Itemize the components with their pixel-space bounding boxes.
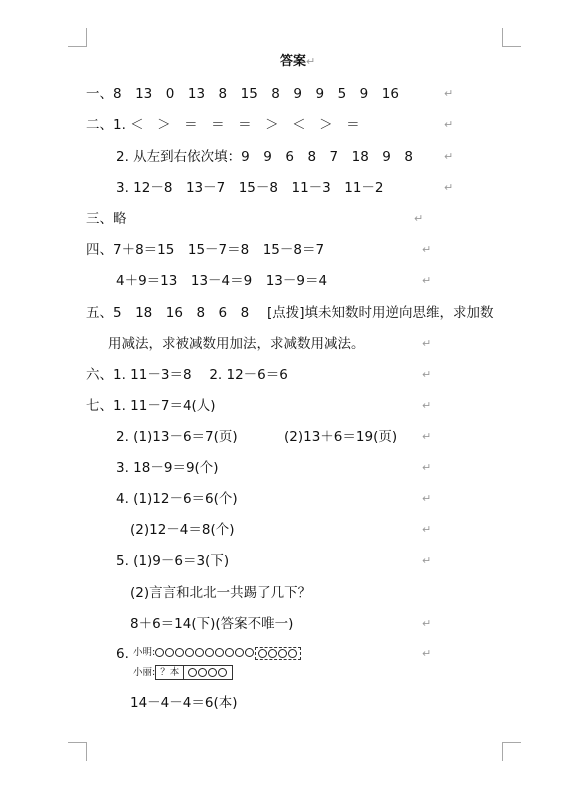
crop-mark-bottom-left <box>68 742 87 761</box>
paragraph-mark: ↵ <box>444 87 454 100</box>
answer-line-4: 四、7＋8＝15 15－7＝8 15－8＝7 <box>86 242 325 258</box>
circle-mark <box>155 648 164 657</box>
circle-mark <box>175 648 184 657</box>
xiaoming-circles <box>155 646 255 660</box>
answer-line-7-5-2: (2)言言和北北一共踢了几下？ <box>130 585 312 601</box>
circle-mark <box>208 668 217 677</box>
circle-mark <box>268 649 277 658</box>
answer-line-7-5-3: 8＋6＝14(下)(答案不唯一) <box>130 616 294 632</box>
circle-mark <box>198 668 207 677</box>
circle-mark <box>225 648 234 657</box>
document-title: 答案↵ <box>280 54 316 69</box>
xiaoli-label: 小丽: <box>133 666 156 678</box>
answer-line-5-cont: 用减法，求被减数用加法，求减数用减法。 <box>108 336 365 352</box>
paragraph-mark: ↵ <box>422 554 432 567</box>
paragraph-mark: ↵ <box>422 523 432 536</box>
xiaoli-unknown-cell: ？本 <box>160 666 180 678</box>
answer-line-7-2a: 2. (1)13－6＝7(页) <box>116 429 238 445</box>
circle-mark <box>185 648 194 657</box>
paragraph-mark: ↵ <box>422 430 432 443</box>
answer-line-2-2: 2. 从左到右依次填：9 9 6 8 7 18 9 8 <box>116 149 413 165</box>
answer-line-7-6-2: 14－4－4＝6(本) <box>130 695 238 711</box>
circle-mark <box>258 649 267 658</box>
circle-mark <box>195 648 204 657</box>
answer-line-7-3: 3. 18－9＝9(个) <box>116 460 219 476</box>
xiaoli-box <box>155 665 233 680</box>
answer-line-7-6: 6. <box>116 646 129 662</box>
paragraph-mark: ↵ <box>422 337 432 350</box>
crop-mark-bottom-right <box>502 742 521 761</box>
circle-mark <box>215 648 224 657</box>
xiaoming-label: 小明: <box>133 647 156 658</box>
answer-line-3: 三、略 <box>86 211 127 227</box>
paragraph-mark: ↵ <box>422 243 432 256</box>
paragraph-mark: ↵ <box>422 461 432 474</box>
paragraph-mark: ↵ <box>444 181 454 194</box>
answer-line-1: 一、8 13 0 13 8 15 8 9 9 5 9 16 <box>86 86 399 102</box>
xiaoming-dashed-group <box>255 647 301 660</box>
paragraph-mark: ↵ <box>422 647 432 660</box>
paragraph-mark: ↵ <box>422 492 432 505</box>
paragraph-mark: ↵ <box>422 368 432 381</box>
circle-mark <box>188 668 197 677</box>
paragraph-mark: ↵ <box>414 212 424 225</box>
crop-mark-top-left <box>68 28 87 47</box>
circle-mark <box>205 648 214 657</box>
paragraph-mark: ↵ <box>422 274 432 287</box>
paragraph-mark: ↵ <box>444 118 454 131</box>
answer-line-5: 五、5 18 16 8 6 8 [点拨]填未知数时用逆向思维，求加数 <box>86 305 494 321</box>
paragraph-mark: ↵ <box>444 150 454 163</box>
answer-line-4-2: 4＋9＝13 13－4＝9 13－9＝4 <box>116 273 328 289</box>
circle-mark <box>165 648 174 657</box>
answer-line-2-3: 3. 12－8 13－7 15－8 11－3 11－2 <box>116 180 384 196</box>
answer-line-2: 二、1. ＜ ＞ ＝ ＝ ＝ ＞ ＜ ＞ ＝ <box>86 117 360 133</box>
answer-line-7-4-2: (2)12－4＝8(个) <box>130 522 235 538</box>
crop-mark-top-right <box>502 28 521 47</box>
answer-line-6: 六、1. 11－3＝8 2. 12－6＝6 <box>86 367 288 383</box>
xiaoli-row <box>133 665 233 680</box>
xiaoli-circles <box>183 666 232 679</box>
paragraph-mark: ↵ <box>422 399 432 412</box>
answer-line-7-4: 4. (1)12－6＝6(个) <box>116 491 238 507</box>
xiaoming-row <box>133 646 301 660</box>
circle-mark <box>278 649 287 658</box>
circle-mark <box>235 648 244 657</box>
circle-mark <box>218 668 227 677</box>
paragraph-mark: ↵ <box>422 617 432 630</box>
answer-line-7-5: 5. (1)9－6＝3(下) <box>116 553 230 569</box>
answer-line-7-1: 七、1. 11－7＝4(人) <box>86 398 216 414</box>
circle-mark <box>245 648 254 657</box>
circle-mark <box>288 649 297 658</box>
answer-line-7-2b: (2)13＋6＝19(页) <box>284 429 398 445</box>
